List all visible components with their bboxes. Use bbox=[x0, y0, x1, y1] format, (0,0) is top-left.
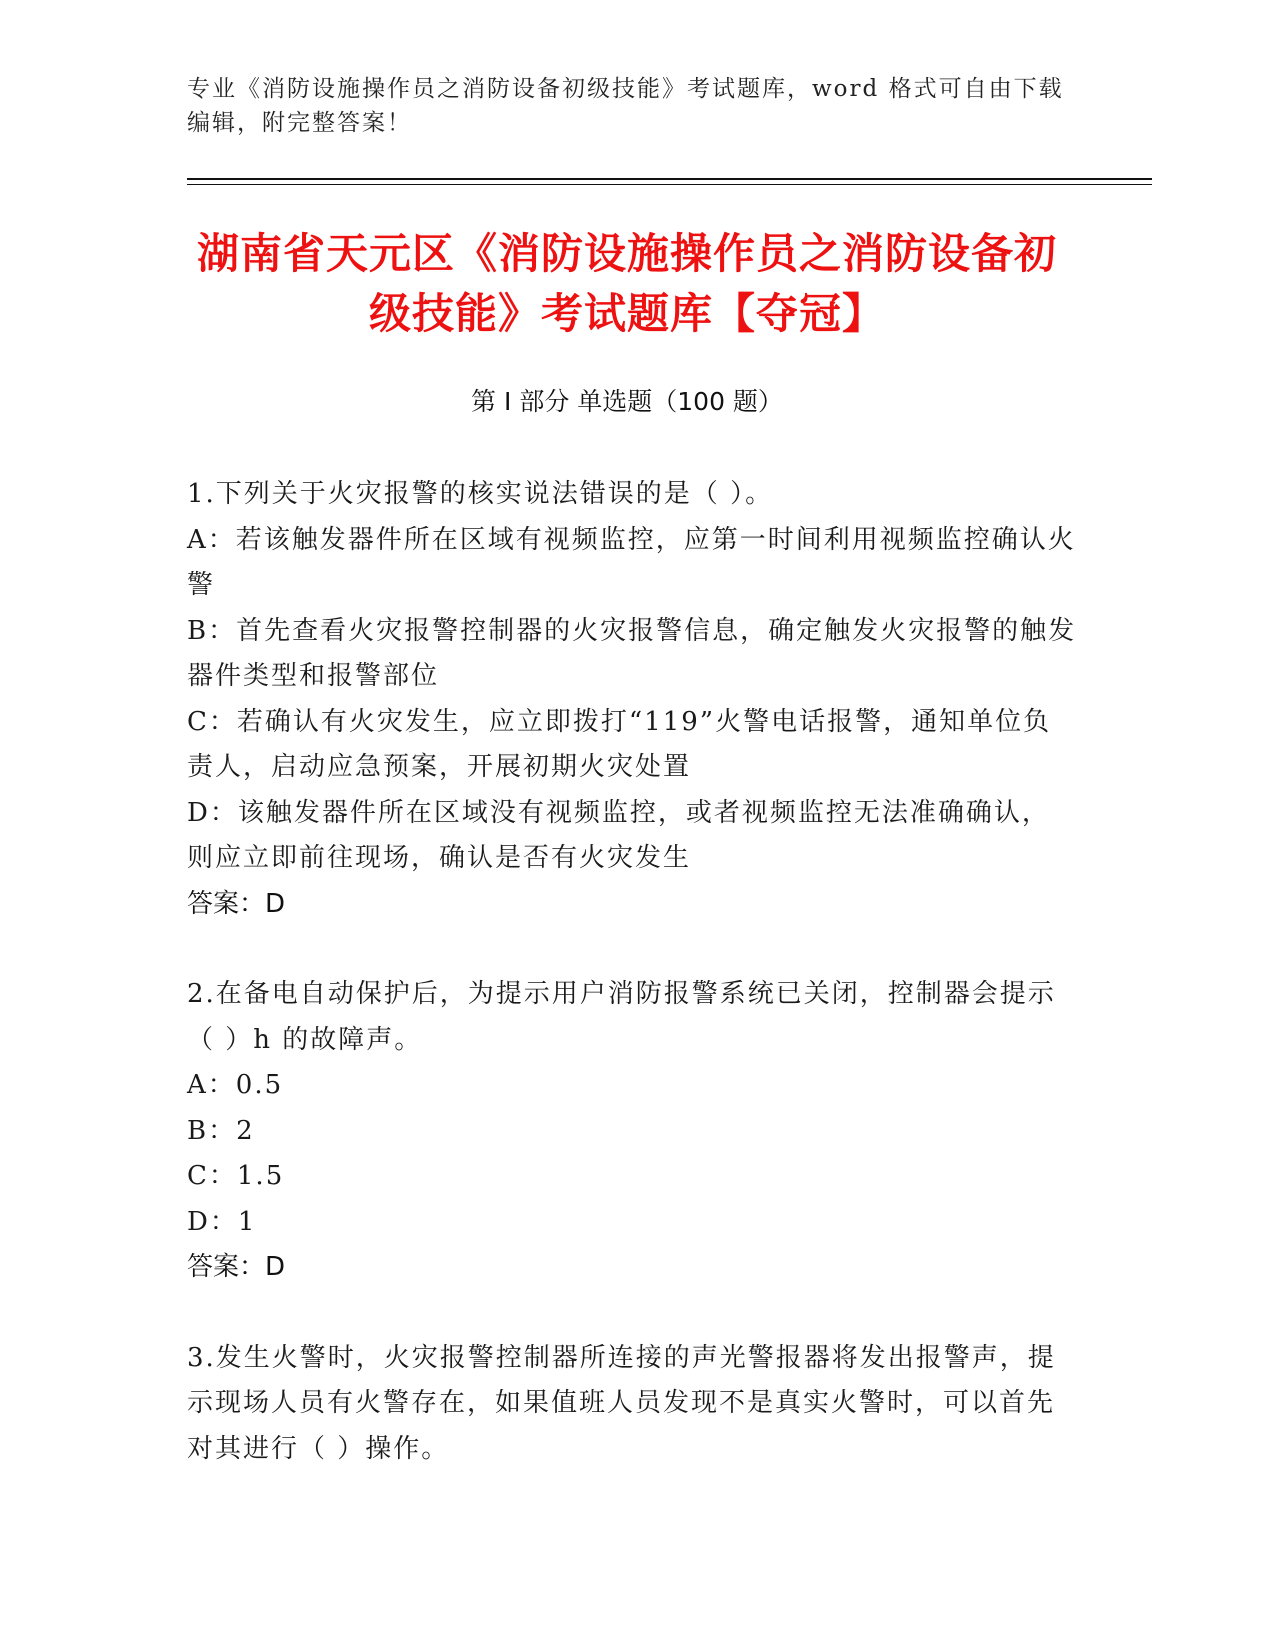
document-title: 湖南省天元区《消防设施操作员之消防设备初级技能》考试题库【夺冠】 bbox=[196, 229, 1057, 338]
option-c: C：1.5 bbox=[187, 1161, 285, 1191]
answer-label: 答案：D bbox=[187, 888, 286, 919]
header-divider-thick bbox=[187, 178, 1152, 180]
question-stem: 2.在备电自动保护后，为提示用户消防报警系统已关闭，控制器会提示（ ）h 的故障声。 bbox=[187, 979, 1056, 1055]
question-stem: 1.下列关于火灾报警的核实说法错误的是（ ）。 bbox=[187, 479, 774, 509]
option-b: B：2 bbox=[187, 1115, 255, 1146]
question-list bbox=[187, 472, 1077, 1517]
option-d: D：该触发器件所在区域没有视频监控，或者视频监控无法准确确认，则应立即前往现场，确认是否有火灾发生 bbox=[187, 797, 1050, 873]
option-a: A：0.5 bbox=[187, 1070, 284, 1100]
question-1 bbox=[187, 472, 1077, 927]
option-b: B：首先查看火灾报警控制器的火灾报警信息，确定触发火灾报警的触发器件类型和报警部位 bbox=[187, 615, 1077, 691]
question-2 bbox=[187, 972, 1077, 1291]
option-c: C：若确认有火灾发生，应立即拨打“119”火警电话报警，通知单位负责人，启动应急预案，开展初期火灾处置 bbox=[187, 706, 1052, 782]
header-divider-thin bbox=[187, 184, 1152, 185]
option-a: A：若该触发器件所在区域有视频监控，应第一时间利用视频监控确认火警 bbox=[187, 524, 1076, 600]
question-stem: 3.发生火警时，火灾报警控制器所连接的声光警报器将发出报警声，提示现场人员有火警存在，如果值班人员发现不是真实火警时，可以首先对其进行（ ）操作。 bbox=[187, 1342, 1056, 1464]
option-d: D：1 bbox=[187, 1206, 257, 1237]
section-heading: 第 I 部分 单选题（100 题） bbox=[471, 387, 783, 416]
question-3 bbox=[187, 1336, 1077, 1473]
header-note: 专业《消防设施操作员之消防设备初级技能》考试题库，word 格式可自由下载编辑，附完整答案！ bbox=[187, 76, 1064, 136]
answer-label: 答案：D bbox=[187, 1252, 286, 1282]
